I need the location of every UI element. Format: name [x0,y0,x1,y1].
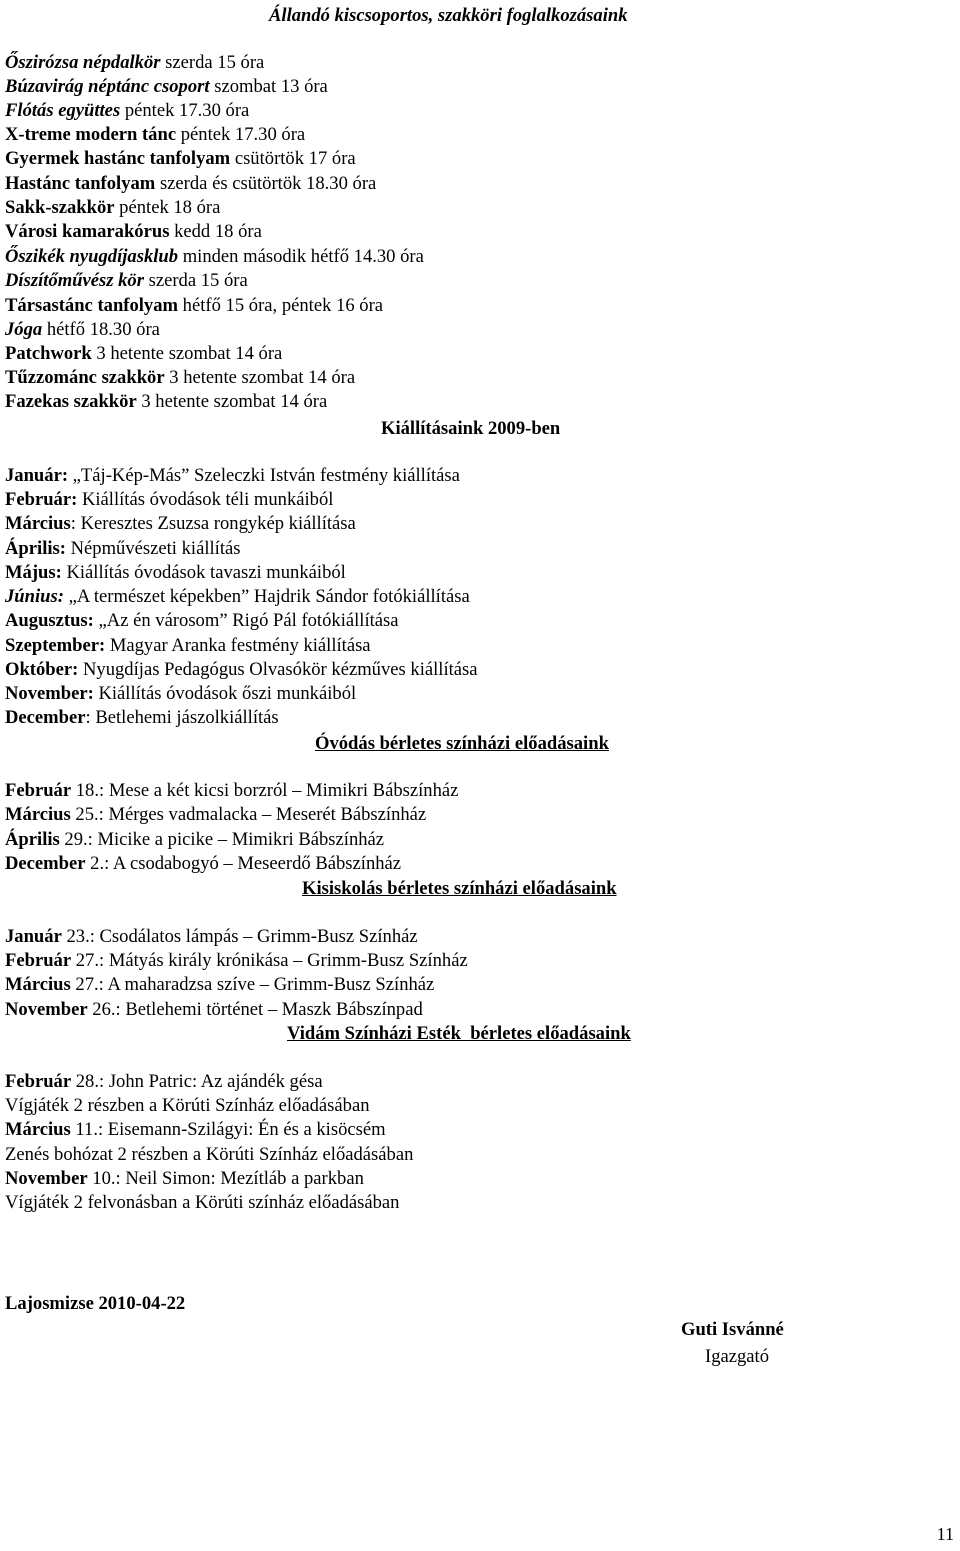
group-item: X-treme modern tánc péntek 17.30 óra [5,124,306,145]
section-title-ovodas: Óvódás bérletes színházi előadásaink [315,733,609,754]
group-item: Díszítőművész kör szerda 15 óra [5,270,248,291]
performance-item: Április 29.: Micike a picike – Mimikri Bábszínház [5,829,385,850]
signer-title: Igazgató [705,1346,770,1367]
group-item: Őszikék nyugdíjasklub minden második hétfő 14.30 óra [5,246,424,267]
exhibition-item: Február: Kiállítás óvodások téli munkáiból [5,489,334,510]
section-title-groups: Állandó kiscsoportos, szakköri foglalkozásaink [269,5,628,26]
section-title-exhibitions: Kiállításaink 2009-ben [381,418,561,439]
exhibition-item: Január: „Táj-Kép-Más” Szeleczki István festmény kiállítása [5,465,460,486]
group-item: Patchwork 3 hetente szombat 14 óra [5,343,283,364]
performance-item: December 2.: A csodabogyó – Meseerdő Bábszínház [5,853,402,874]
performance-item: Január 23.: Csodálatos lámpás – Grimm-Busz Színház [5,926,418,947]
group-item: Társastánc tanfolyam hétfő 15 óra, péntek 16 óra [5,295,384,316]
group-item: Gyermek hastánc tanfolyam csütörtök 17 óra [5,148,356,169]
group-item: Sakk-szakkör péntek 18 óra [5,197,221,218]
performance-note: Vígjáték 2 részben a Körúti Színház előadásában [5,1095,370,1116]
performance-item: Március 27.: A maharadzsa szíve – Grimm-Busz Színház [5,974,435,995]
page-number: 11 [936,1524,954,1544]
exhibition-item: Szeptember: Magyar Aranka festmény kiállítása [5,635,371,656]
performance-item: Február 27.: Mátyás király krónikása – Grimm-Busz Színház [5,950,468,971]
exhibition-item: November: Kiállítás óvodások őszi munkáiból [5,683,357,704]
performance-item: November 26.: Betlehemi történet – Maszk Bábszínpad [5,999,423,1020]
group-item: Tűzzománc szakkör 3 hetente szombat 14 óra [5,367,356,388]
exhibition-item: Április: Népművészeti kiállítás [5,538,241,559]
group-item: Flótás együttes péntek 17.30 óra [5,100,250,121]
performance-item: November 10.: Neil Simon: Mezítláb a parkban [5,1168,364,1189]
group-item: Fazekas szakkör 3 hetente szombat 14 óra [5,391,328,412]
group-item: Városi kamarakórus kedd 18 óra [5,221,262,242]
section-title-vidam: Vidám Színházi Esték bérletes előadásaink [287,1023,631,1044]
performance-item: Március 11.: Eisemann-Szilágyi: Én és a kisöcsém [5,1119,386,1140]
performance-item: Február 18.: Mese a két kicsi borzról – Mimikri Bábszínház [5,780,459,801]
performance-note: Zenés bohózat 2 részben a Körúti Színház előadásában [5,1144,414,1165]
group-item: Búzavirág néptánc csoport szombat 13 óra [5,76,328,97]
group-item: Hastánc tanfolyam szerda és csütörtök 18.30 óra [5,173,377,194]
performance-note: Vígjáték 2 felvonásban a Körúti színház előadásában [5,1192,400,1213]
exhibition-item: Augusztus: „Az én városom” Rigó Pál fotókiállítása [5,610,399,631]
place-date: Lajosmizse 2010-04-22 [5,1293,186,1314]
performance-item: Február 28.: John Patric: Az ajándék gésa [5,1071,323,1092]
group-item: Őszirózsa népdalkör szerda 15 óra [5,52,265,73]
group-item: Jóga hétfő 18.30 óra [5,319,160,340]
exhibition-item: Október: Nyugdíjas Pedagógus Olvasókör kézműves kiállítása [5,659,478,680]
signer-name: Guti Isvánné [681,1319,784,1340]
exhibition-item: Március: Keresztes Zsuzsa rongykép kiállítása [5,513,356,534]
exhibition-item: Május: Kiállítás óvodások tavaszi munkáiból [5,562,346,583]
exhibition-item: Június: „A természet képekben” Hajdrik Sándor fotókiállítása [5,586,470,607]
section-title-kisiskolas: Kisiskolás bérletes színházi előadásaink [302,878,617,899]
exhibition-item: December: Betlehemi jászolkiállítás [5,707,279,728]
performance-item: Március 25.: Mérges vadmalacka – Meserét Bábszínház [5,804,427,825]
